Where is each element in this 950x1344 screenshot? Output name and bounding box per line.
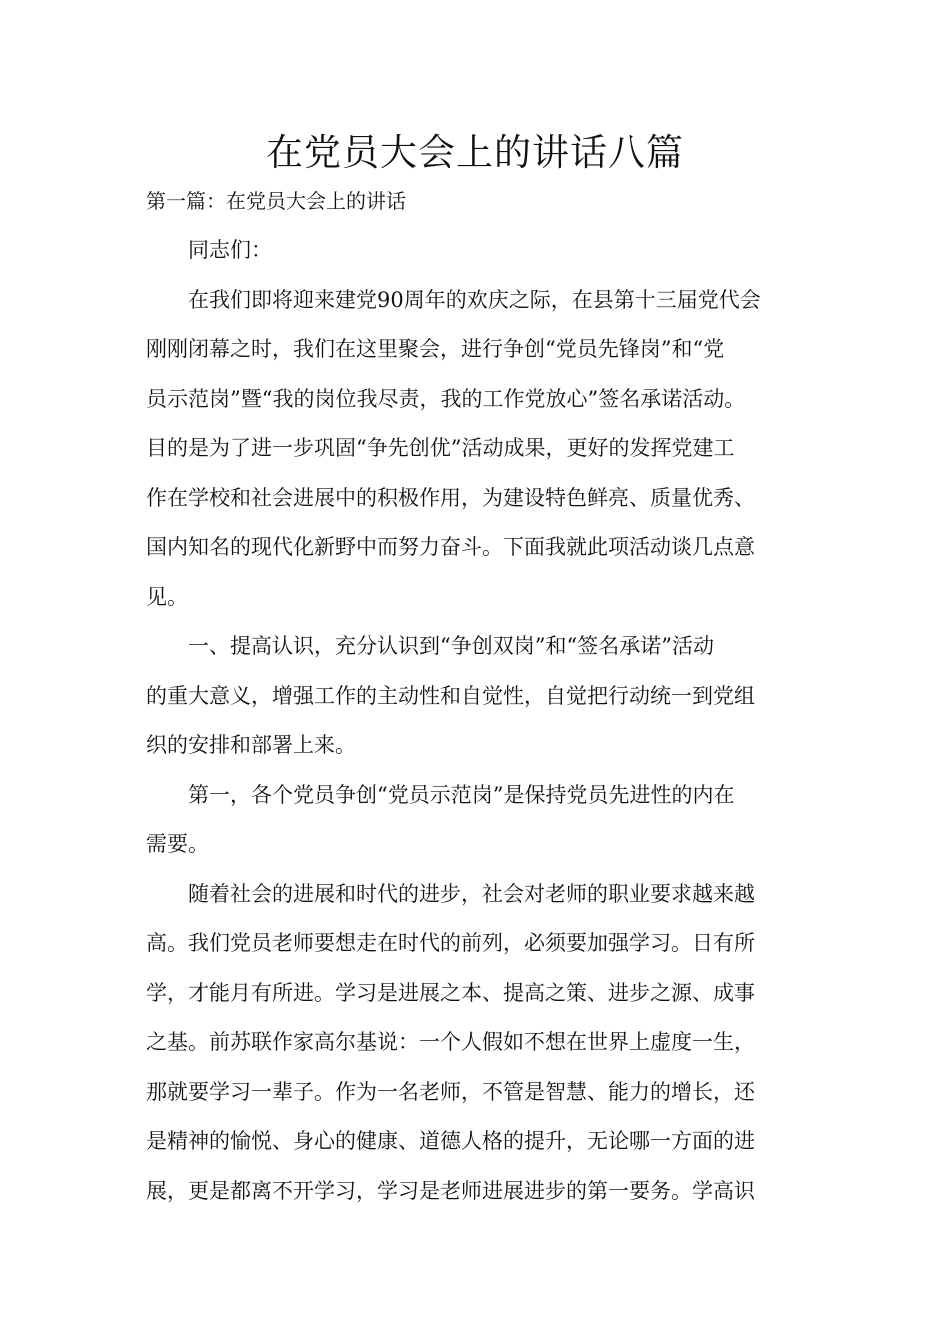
- body-text-line: 随着社会的进展和时代的进步，社会对老师的职业要求越来越: [188, 881, 755, 906]
- body-text-line: 第一，各个党员争创“党员示范岗”是保持党员先进性的内在: [188, 782, 735, 807]
- section-heading: 第一篇：在党员大会上的讲话: [146, 189, 406, 213]
- body-text-line: 见。: [146, 584, 188, 609]
- body-text-line: 之基。前苏联作家高尔基说：一个人假如不想在世界上虚度一生，: [146, 1030, 755, 1054]
- body-text-line: 的重大意义，增强工作的主动性和自觉性，自觉把行动统一到党组: [146, 683, 755, 708]
- body-text-line: 目的是为了进一步巩固“争先创优”活动成果，更好的发挥党建工: [146, 436, 735, 460]
- body-text-line: 作在学校和社会进展中的积极作用，为建设特色鲜亮、质量优秀、: [146, 485, 755, 510]
- body-text-line: 是精神的愉悦、身心的健康、道德人格的提升，无论哪一方面的进: [146, 1129, 755, 1153]
- document-body: [146, 232, 816, 1222]
- body-text-line: 展，更是都离不开学习，学习是老师进展进步的第一要务。学高识: [146, 1178, 755, 1203]
- body-text-line: 织的安排和部署上来。: [146, 733, 356, 757]
- body-text-line: 国内知名的现代化新野中而努力奋斗。下面我就此项活动谈几点意: [146, 535, 755, 559]
- body-text-line: 在我们即将迎来建党90周年的欢庆之际，在县第十三届党代会: [188, 287, 761, 312]
- body-text-line: 高。我们党员老师要想走在时代的前列，必须要加强学习。日有所: [146, 931, 755, 955]
- body-text-line: 需要。: [146, 832, 209, 856]
- body-text-line: 员示范岗”暨“我的岗位我尽责，我的工作党放心”签名承诺活动。: [146, 386, 746, 411]
- document-title: 在党员大会上的讲话八篇: [266, 131, 684, 174]
- body-text-line: 同志们：: [188, 238, 272, 262]
- body-text-line: 刚刚闭幕之时，我们在这里聚会，进行争创“党员先锋岗”和“党: [146, 337, 725, 361]
- body-text-line: 一、提高认识，充分认识到“争创双岗”和“签名承诺”活动: [188, 634, 714, 658]
- body-text-line: 那就要学习一辈子。作为一名老师，不管是智慧、能力的增长，还: [146, 1079, 755, 1104]
- body-text-line: 学，才能月有所进。学习是进展之本、提高之策、进步之源、成事: [146, 980, 755, 1005]
